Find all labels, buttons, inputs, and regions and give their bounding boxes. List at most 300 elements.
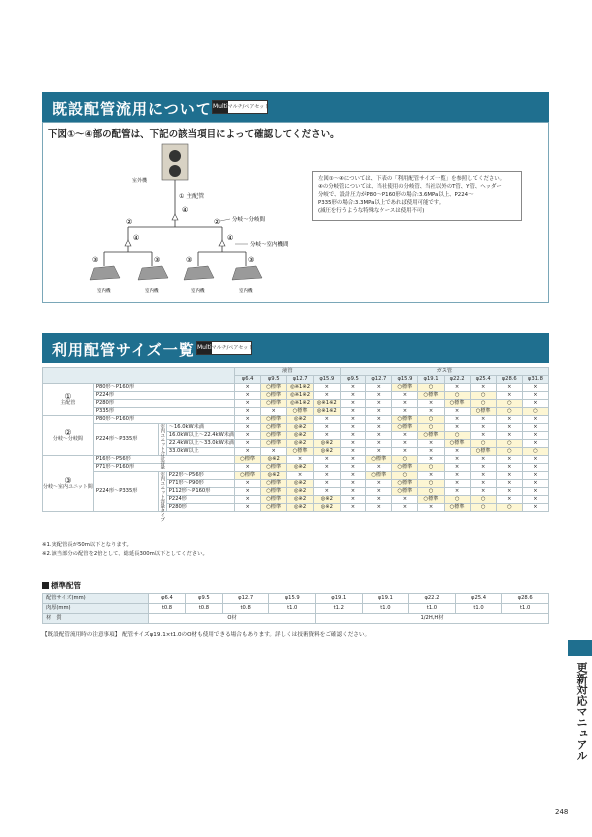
table-cell: × [470, 456, 496, 464]
table-cell: ◎※2 [287, 440, 314, 448]
table-cell: ○ [470, 392, 496, 400]
table-row [43, 392, 549, 400]
table-cell: ○標準 [418, 496, 444, 504]
badge-right: マルチ/ペアセット [211, 345, 254, 351]
row-label: 22.4kW以上～33.0kW未満 [166, 440, 234, 448]
indoor-unit-icon [90, 266, 120, 280]
table-cell: × [522, 472, 548, 480]
indoor-label-1: 室内機 [97, 289, 111, 294]
table-cell: × [366, 504, 392, 512]
table-cell: ◎※1※2 [287, 392, 314, 400]
table-cell: ◎※2 [313, 440, 340, 448]
table-cell: ◎※2 [313, 504, 340, 512]
table-cell: ○ [418, 464, 444, 472]
table-cell: × [235, 432, 261, 440]
table-cell: ○ [496, 408, 522, 416]
table-cell: × [235, 488, 261, 496]
table-row [43, 416, 549, 424]
table-cell: ○標準 [261, 384, 287, 392]
table-cell: × [261, 408, 287, 416]
table-cell: × [340, 392, 366, 400]
table-cell: × [366, 408, 392, 416]
size-header: φ15.9 [313, 376, 340, 384]
table-cell: ○ [470, 504, 496, 512]
table-cell: × [235, 440, 261, 448]
table-cell: × [444, 472, 470, 480]
pipe-size-table [42, 367, 549, 522]
table-cell: × [522, 400, 548, 408]
table-cell: × [392, 392, 418, 400]
size-header: φ19.1 [418, 376, 444, 384]
footer-note: 【既設配管流用時の注意事項】 配管サイズφ19.1×t1.0のO材も使用できる場合もあります。詳しくは技術資料をご確認ください。 [42, 632, 371, 638]
table-cell: ◎※2 [287, 480, 314, 488]
group-num: ③ [64, 475, 72, 485]
branch-icon [219, 240, 225, 246]
table-cell: ○標準 [261, 480, 287, 488]
table-cell: × [340, 496, 366, 504]
size-label: 配管サイズ(mm) [43, 594, 149, 604]
table-cell: ○ [418, 416, 444, 424]
label-4b: ④ [133, 234, 140, 242]
table-cell: ○標準 [261, 504, 287, 512]
table-cell: ○標準 [235, 456, 261, 464]
table-cell: × [235, 496, 261, 504]
indoor-label-2: 室内機 [145, 289, 159, 294]
vertical-label: 室内ユニット容量タイプ [159, 472, 165, 522]
table-cell: × [235, 408, 261, 416]
sub-label: P224形～P335形 [93, 424, 158, 456]
std-thickness: t1.0 [455, 604, 502, 614]
table-cell: × [235, 392, 261, 400]
table-cell: × [340, 400, 366, 408]
note-line: 分岐で、設計圧力がP80～P160形の場合:3.6MPa以上、P224～ [318, 192, 474, 198]
table-cell: × [470, 488, 496, 496]
table-cell: × [235, 448, 261, 456]
indoor-unit-icon [184, 266, 214, 280]
group-label [43, 416, 94, 456]
section1-title: 既設配管流用について [52, 100, 212, 118]
table-cell: × [470, 432, 496, 440]
table-cell: ○ [470, 440, 496, 448]
size-header: φ28.6 [496, 376, 522, 384]
table-cell: × [496, 480, 522, 488]
table-cell: × [235, 464, 261, 472]
table-cell: × [522, 488, 548, 496]
material-o: O材 [149, 614, 316, 624]
std-size: φ9.5 [185, 594, 222, 604]
table-cell: × [313, 472, 340, 480]
table-row [43, 464, 549, 472]
thick-label: 肉厚(mm) [43, 604, 149, 614]
table-cell: × [418, 504, 444, 512]
std-size: φ6.4 [149, 594, 186, 604]
sub-label: P224形～P335形 [93, 472, 158, 512]
multi-badge [212, 100, 268, 114]
table-cell: × [235, 424, 261, 432]
std-thickness: t0.8 [222, 604, 269, 614]
table-cell: × [366, 424, 392, 432]
table-cell: × [496, 472, 522, 480]
table-cell: × [418, 456, 444, 464]
table-row [43, 384, 549, 392]
table-cell: ○ [522, 448, 548, 456]
table-cell: × [418, 472, 444, 480]
group-name: 主配管 [60, 399, 76, 406]
table-cell: ○標準 [287, 448, 314, 456]
table-cell: ○標準 [261, 496, 287, 504]
size-header: φ12.7 [287, 376, 314, 384]
table-cell: × [366, 432, 392, 440]
table-cell: × [313, 456, 340, 464]
row-label: 33.0kW以上 [166, 448, 234, 456]
label-3a: ③ [92, 256, 99, 264]
table-row [43, 400, 549, 408]
table-cell: ○ [444, 392, 470, 400]
table-cell: × [313, 480, 340, 488]
std-size: φ22.2 [409, 594, 456, 604]
std-size: φ19.1 [316, 594, 363, 604]
row-label: P22形～P56形 [166, 472, 234, 480]
std-size: φ12.7 [222, 594, 269, 604]
table-cell: × [522, 480, 548, 488]
row-label: P224形 [93, 392, 234, 400]
row-label: 16.0kW以上～22.4kW未満 [166, 432, 234, 440]
table-cell: ○標準 [444, 504, 470, 512]
size-header: φ31.8 [522, 376, 548, 384]
size-header: φ9.5 [261, 376, 287, 384]
table-cell: ○標準 [261, 432, 287, 440]
table-cell: × [287, 472, 314, 480]
table-cell: ○ [496, 448, 522, 456]
table-cell: × [470, 416, 496, 424]
table-cell: × [235, 384, 261, 392]
table-cell: × [340, 472, 366, 480]
std-piping-title: 標準配管 [42, 580, 81, 591]
table-cell: × [522, 432, 548, 440]
table-cell: ○ [392, 456, 418, 464]
table-cell: × [470, 472, 496, 480]
table-cell: × [313, 424, 340, 432]
table-cell: × [496, 432, 522, 440]
material-h: 1/2H,H材 [316, 614, 549, 624]
table-cell: ○ [418, 424, 444, 432]
size-header: φ15.9 [392, 376, 418, 384]
table-cell: × [340, 408, 366, 416]
table-cell: × [418, 408, 444, 416]
fan-icon [169, 150, 181, 162]
table-row [43, 408, 549, 416]
table-cell: × [470, 384, 496, 392]
table-cell: × [392, 440, 418, 448]
table-cell: ○標準 [261, 392, 287, 400]
table-cell: × [392, 432, 418, 440]
page-number: 248 [555, 808, 569, 816]
table-corner [43, 368, 235, 384]
branch-icon [125, 240, 131, 246]
table-cell: ○標準 [392, 416, 418, 424]
group-name: 分岐～分岐間 [52, 435, 83, 442]
table-row [43, 456, 549, 464]
std-thickness: t0.8 [185, 604, 222, 614]
table-cell: × [366, 384, 392, 392]
table-cell: ○標準 [418, 392, 444, 400]
table-cell: × [313, 464, 340, 472]
table-cell: ○標準 [392, 480, 418, 488]
table-cell: × [235, 416, 261, 424]
table-cell: ○標準 [261, 424, 287, 432]
table-cell: × [418, 400, 444, 408]
side-tab-bar [568, 640, 592, 656]
side-tab [568, 640, 592, 798]
label-3d: ③ [248, 256, 255, 264]
table-cell: ○ [418, 480, 444, 488]
table-cell: × [340, 488, 366, 496]
outdoor-label: 室外機 [132, 178, 148, 184]
table-cell: × [522, 456, 548, 464]
table-cell: × [444, 464, 470, 472]
table-cell: × [261, 448, 287, 456]
row-label: P71形～P90形 [166, 480, 234, 488]
table-cell: × [444, 480, 470, 488]
table-cell: ○標準 [470, 408, 496, 416]
table-cell: × [235, 400, 261, 408]
row-label: P71形～P160形 [93, 464, 234, 472]
branch-icon [172, 214, 178, 220]
table-cell: × [522, 384, 548, 392]
table-cell: ◎※2 [313, 448, 340, 456]
std-thickness: t1.0 [362, 604, 409, 614]
table-cell: × [340, 456, 366, 464]
table-cell: × [496, 488, 522, 496]
table-row [43, 472, 549, 480]
table-cell: × [366, 496, 392, 504]
table-cell: ○ [418, 488, 444, 496]
footnote-2: ※2.該当部分の配管を2倍として、総延長300m以下としてください。 [42, 551, 208, 557]
group-name: 分岐～室内ユニット間 [43, 483, 93, 490]
table-cell: × [366, 392, 392, 400]
table-cell: ○標準 [366, 472, 392, 480]
table-cell: × [366, 400, 392, 408]
table-cell: × [444, 424, 470, 432]
note-box [312, 171, 522, 221]
table-cell: × [444, 416, 470, 424]
table-cell: × [340, 480, 366, 488]
section2-banner [42, 333, 549, 363]
gas-header: ガス管 [340, 368, 548, 376]
row-label: P16形～P56形 [93, 456, 234, 464]
table-cell: ◎※2 [313, 496, 340, 504]
std-thickness: t1.0 [502, 604, 549, 614]
label-2a: ② [126, 218, 133, 226]
table-cell: × [340, 464, 366, 472]
row-label: P335形 [93, 408, 234, 416]
table-cell: ◎※2 [287, 464, 314, 472]
table-cell: ◎※1※2 [287, 384, 314, 392]
fan-icon [169, 165, 181, 177]
badge-left: Multi [213, 101, 228, 113]
table-cell: ◎※2 [287, 416, 314, 424]
group-num: ① [64, 391, 72, 401]
table-cell: × [366, 488, 392, 496]
indoor-unit-icon [138, 266, 168, 280]
branch-branch-label: 分岐～分岐間 [232, 217, 266, 223]
table-cell: × [522, 440, 548, 448]
table-cell: × [392, 448, 418, 456]
table-cell: ○標準 [444, 400, 470, 408]
table-cell: ○標準 [366, 456, 392, 464]
row-label: ～16.0kW未満 [166, 424, 234, 432]
table-cell: × [287, 456, 314, 464]
footnote-1: ※1.実配管長が50m以下となります。 [42, 542, 132, 548]
table-cell: ◎※2 [287, 504, 314, 512]
table-cell: ○ [444, 432, 470, 440]
table-cell: ○ [496, 400, 522, 408]
indoor-label-3: 室内機 [191, 289, 205, 294]
table-cell: ○標準 [470, 448, 496, 456]
std-thickness: t1.0 [269, 604, 316, 614]
badge-right: マルチ/ペアセット [227, 104, 270, 110]
table-cell: × [366, 480, 392, 488]
std-size: φ19.1 [362, 594, 409, 604]
material-label: 材 質 [43, 614, 149, 624]
multi-badge [196, 341, 252, 355]
branch-indoor-label: 分岐～室内機間 [250, 242, 289, 248]
row-label: P280形 [166, 504, 234, 512]
table-cell: × [418, 440, 444, 448]
badge-left: Multi [197, 342, 212, 354]
table-cell: × [340, 432, 366, 440]
table-cell: × [418, 448, 444, 456]
table-cell: × [366, 464, 392, 472]
table-cell: × [392, 504, 418, 512]
section1-lead: 下図①～④部の配管は、下記の該当項目によって確認してください。 [48, 129, 340, 140]
table-cell: × [496, 416, 522, 424]
table-cell: ○標準 [261, 464, 287, 472]
vertical-label: 室内ユニット合計容量 [159, 424, 165, 469]
table-cell: ○標準 [392, 464, 418, 472]
group-num: ② [64, 427, 72, 437]
table-cell: × [340, 416, 366, 424]
std-size: φ25.4 [455, 594, 502, 604]
table-cell: ◎※2 [261, 456, 287, 464]
table-cell: × [496, 456, 522, 464]
row-label: P224形 [166, 496, 234, 504]
table-cell: ○標準 [261, 400, 287, 408]
table-cell: × [522, 464, 548, 472]
label-2b: ② [214, 218, 221, 226]
table-cell: ○ [496, 440, 522, 448]
std-thickness: t0.8 [149, 604, 186, 614]
table-cell: × [522, 496, 548, 504]
table-cell: ○ [522, 408, 548, 416]
section2-title: 利用配管サイズ一覧 [52, 341, 195, 359]
std-piping-table [42, 593, 549, 624]
std-size: φ15.9 [269, 594, 316, 604]
table-cell: × [313, 432, 340, 440]
indoor-unit-icon [232, 266, 262, 280]
table-cell: ◎※1※2 [287, 400, 314, 408]
table-cell: ○標準 [392, 384, 418, 392]
note-line: P335形の場合:3.3MPa以上であれば使用可能です。 [318, 200, 445, 206]
size-header: φ25.4 [470, 376, 496, 384]
table-cell: × [366, 440, 392, 448]
label-4: ④ [182, 206, 189, 214]
table-cell: ◎※2 [287, 432, 314, 440]
row-label: P80形～P160形 [93, 416, 234, 424]
table-cell: × [470, 424, 496, 432]
table-cell: × [496, 496, 522, 504]
table-cell: × [340, 448, 366, 456]
table-cell: ◎※2 [287, 496, 314, 504]
table-cell: ○標準 [261, 488, 287, 496]
group-label [43, 456, 94, 512]
note-line: 左図①～④については、下表の「利用配管サイズ一覧」を参照してください。 [318, 176, 506, 182]
table-cell: ◎※2 [287, 424, 314, 432]
table-cell: × [340, 424, 366, 432]
table-cell: ○ [444, 496, 470, 504]
table-cell: × [522, 392, 548, 400]
label-3b: ③ [154, 256, 161, 264]
table-cell: ○標準 [235, 472, 261, 480]
table-cell: × [340, 384, 366, 392]
side-tab-label: 更新対応マニュアル [575, 662, 588, 761]
table-cell: ○ [470, 496, 496, 504]
table-cell: × [313, 392, 340, 400]
std-thickness: t1.2 [316, 604, 363, 614]
table-cell: ◎※2 [287, 488, 314, 496]
table-cell: × [235, 504, 261, 512]
table-cell: × [522, 424, 548, 432]
group-label [43, 384, 94, 416]
table-cell: × [496, 464, 522, 472]
table-cell: × [496, 392, 522, 400]
table-cell: × [313, 488, 340, 496]
size-header: φ6.4 [235, 376, 261, 384]
table-cell: × [313, 384, 340, 392]
table-cell: ○ [392, 472, 418, 480]
std-size: φ28.6 [502, 594, 549, 604]
table-row [43, 424, 549, 432]
main-pipe-label: ① 主配管 [179, 193, 205, 200]
table-cell: ◎※1※2 [313, 400, 340, 408]
table-cell: × [444, 448, 470, 456]
table-cell: ○標準 [261, 416, 287, 424]
label-4c: ④ [227, 234, 234, 242]
liquid-header: 液管 [235, 368, 341, 376]
table-cell: × [366, 448, 392, 456]
table-cell: × [444, 384, 470, 392]
table-cell: ○標準 [418, 432, 444, 440]
table-cell: × [470, 464, 496, 472]
table-cell: × [522, 416, 548, 424]
indoor-label-4: 室内機 [239, 289, 253, 294]
table-cell: × [444, 408, 470, 416]
section1-banner [42, 92, 549, 122]
table-cell: × [496, 384, 522, 392]
table-cell: ◎※1※2 [313, 408, 340, 416]
table-cell: × [522, 504, 548, 512]
table-cell: ○ [470, 400, 496, 408]
piping-diagram [80, 140, 310, 300]
table-cell: ○標準 [392, 488, 418, 496]
table-cell: × [340, 440, 366, 448]
size-header: φ9.5 [340, 376, 366, 384]
table-cell: × [313, 416, 340, 424]
row-label: P280形 [93, 400, 234, 408]
table-cell: ○標準 [444, 440, 470, 448]
table-cell: ○標準 [261, 440, 287, 448]
table-cell: × [392, 400, 418, 408]
